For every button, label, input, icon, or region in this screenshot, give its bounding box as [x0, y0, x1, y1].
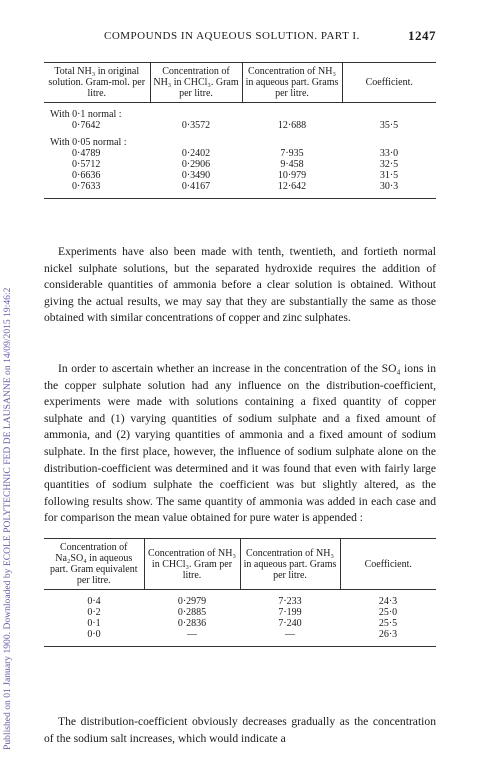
column-header: Concentration of NH₃ in CHCl₃. Gram per litre. — [144, 539, 240, 590]
table-cell: 33·0 — [379, 148, 399, 159]
table-cell: 0·2402 — [181, 148, 211, 159]
table-cell: 0·7633 — [72, 181, 101, 192]
group-label-row — [44, 137, 436, 148]
table-cell: 32·5 — [379, 159, 399, 170]
table-row — [44, 618, 436, 629]
table-cell: 0·4 — [87, 596, 101, 607]
group-label: With 0·05 normal : — [50, 137, 127, 148]
table-cell: 9·458 — [280, 159, 304, 170]
table-cell: 0·0 — [87, 629, 101, 640]
table-cell: 0·4167 — [181, 181, 211, 192]
download-watermark — [0, 0, 16, 768]
page-number: 1247 — [408, 28, 436, 43]
table-cell: 12·688 — [277, 120, 307, 131]
table-row — [44, 120, 436, 131]
table-row — [44, 596, 436, 607]
column-header: Concentration of Na₂SO₄ in aqueous part. Gram equivalent per litre. — [44, 539, 144, 590]
column-header: Concentration of NH₃ in aqueous part. Grams per litre. — [240, 539, 340, 590]
table-cell: 0·2885 — [177, 607, 207, 618]
table-header-row — [44, 63, 436, 103]
column-header: Total NH₃ in original solution. Gram-mol. per litre. — [44, 63, 150, 103]
table-row — [44, 629, 436, 640]
table-cell: 0·4789 — [72, 148, 101, 159]
table-cell: 25·5 — [378, 618, 398, 629]
table-cell: 7·233 — [278, 596, 302, 607]
table-cell: 0·1 — [87, 618, 101, 629]
table-cell: 30·3 — [379, 181, 399, 192]
table-cell: 0·2836 — [177, 618, 207, 629]
table-cell: 0·2906 — [181, 159, 211, 170]
table-row — [44, 148, 436, 159]
table-row — [44, 170, 436, 181]
table-cell: 12·642 — [277, 181, 307, 192]
table-cell: 24·3 — [378, 596, 398, 607]
table-cell: 0·2979 — [177, 596, 207, 607]
column-header: Concentration of NH₃ in aqueous part. Grams per litre. — [242, 63, 342, 103]
table-cell: — — [285, 629, 295, 640]
table-cell: 7·240 — [278, 618, 302, 629]
table-cell: 0·3572 — [181, 120, 211, 131]
table-cell: 0·2 — [87, 607, 101, 618]
distribution-table-2 — [44, 538, 436, 647]
table-cell: 7·199 — [278, 607, 302, 618]
table-cell: 0·3490 — [181, 170, 211, 181]
column-header: Concentration of NH₃ in CHCl₃. Gram per litre. — [150, 63, 242, 103]
table-cell: 0·5712 — [72, 159, 101, 170]
table-header-row — [44, 539, 436, 590]
table-cell: 25·0 — [378, 607, 398, 618]
distribution-table-1 — [44, 62, 436, 199]
table-cell: 7·935 — [280, 148, 304, 159]
table-cell: — — [187, 629, 197, 640]
table-row — [44, 607, 436, 618]
running-title: COMPOUNDS IN AQUEOUS SOLUTION. PART I. — [104, 30, 360, 42]
paragraph-nickel-sulphate: Experiments have also been made with tenth, twentieth, and fortieth normal nickel sulphate solutions, but the separated hydroxide requires the addition of considerable quantities of ammonia before a clear solution is obtained. Without giving the actual results, we may say that they are substantially the same as those obtained with similar concentrations of copper and zinc sulphates. — [44, 245, 436, 325]
table-cell: 10·979 — [277, 170, 307, 181]
group-label: With 0·1 normal : — [50, 109, 122, 120]
table-cell: 0·7642 — [72, 120, 101, 131]
table-row — [44, 159, 436, 170]
table-cell: 35·5 — [379, 120, 399, 131]
column-header: Coefficient. — [340, 539, 436, 590]
group-label-row — [44, 109, 436, 120]
table-cell: 0·6636 — [72, 170, 101, 181]
table-row — [44, 181, 436, 192]
watermark-text: Published on 01 January 1900. Downloaded by ECOLE POLYTECHNIC FED DE LAUSANNE on 14/09/2015 19:46:2 — [2, 287, 13, 750]
column-header: Coefficient. — [342, 63, 436, 103]
table-cell: 31·5 — [379, 170, 399, 181]
running-header — [44, 28, 436, 46]
paragraph-coefficient-decrease: The distribution-coefficient obviously decreases gradually as the concentration of the sodium salt increases, which would indicate a — [44, 715, 436, 745]
table-cell: 26·3 — [378, 629, 398, 640]
paragraph-so4-experiments: In order to ascertain whether an increase in the concentration of the SO₄ ions in the copper sulphate solution had any influence on the distribution-coefficient, experiments were made with solutions containing a fixed quantity of copper sulphate and (1) varying quantities of sodium sulphate and a fixed amount of ammonia, and (2) varying quantities of ammonia and a fixed amount of sodium sulphate. In the first place, however, the influence of sodium sulphate alone on the distribution-coefficient was determined and it was found that even with fairly large quantities of sodium sulphate the coefficient was but slightly altered, as the following results show. The same quantity of ammonia was added in each case and for comparison the mean value obtained for pure water is appended : — [44, 362, 436, 525]
